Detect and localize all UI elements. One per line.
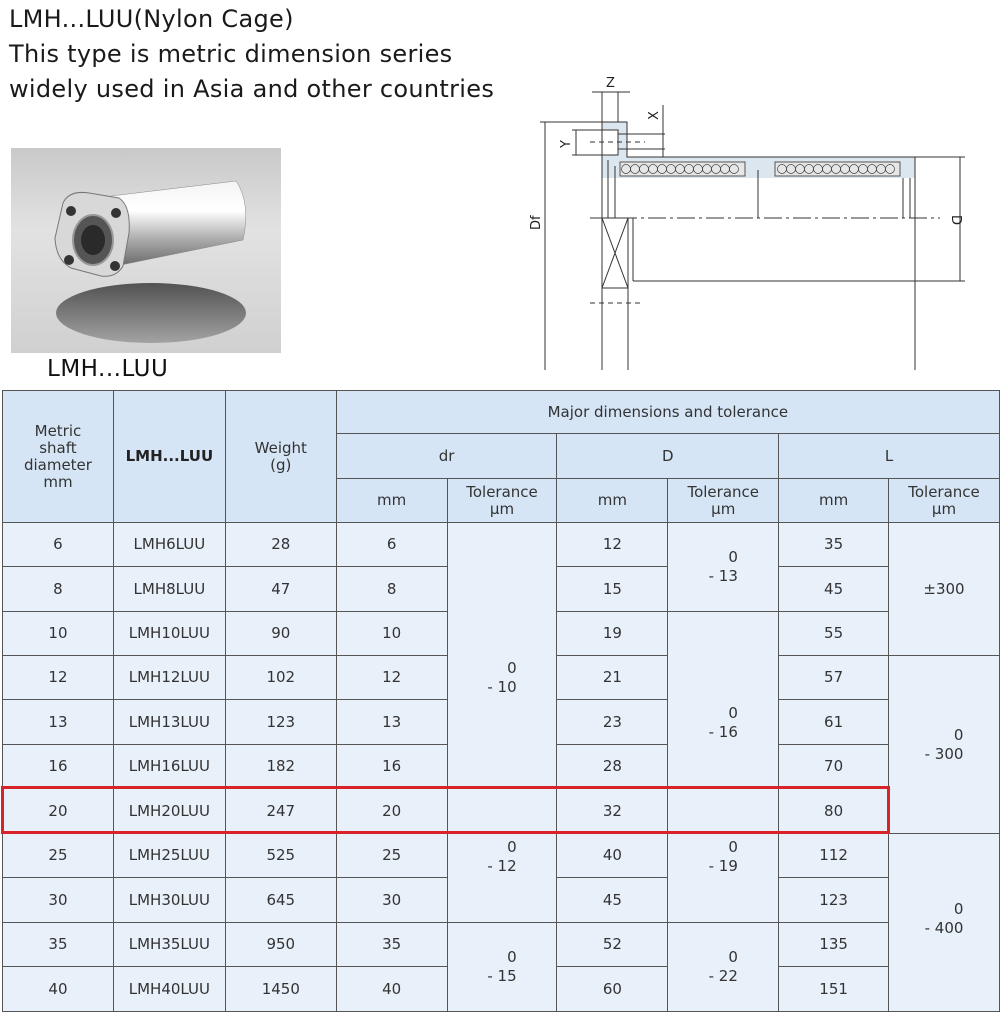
header-shaft-diameter: Metric shaft diameter mm [3, 391, 114, 523]
table-row: 8 LMH8LUU 47 8 15 45 [3, 567, 1000, 612]
header-weight: Weight (g) [225, 391, 336, 523]
table-row: 25 LMH25LUU 525 25 0 - 12 40 0 - 19 112 0 - 400 [3, 834, 1000, 878]
dim-label-y: Y [559, 140, 574, 148]
page-title [9, 2, 494, 107]
table-row-highlighted: 20 LMH20LUU 247 20 32 80 [3, 789, 1000, 834]
photo-caption: LMH...LUU [47, 356, 169, 382]
dim-label-z: Z [606, 76, 615, 91]
header-model: LMH...LUU [113, 391, 225, 523]
title-line-2: This type is metric dimension series [9, 40, 453, 68]
table-row: 12 LMH12LUU 102 12 21 57 0 - 300 [3, 656, 1000, 700]
table-row: 10 LMH10LUU 90 10 19 0 - 16 55 [3, 612, 1000, 656]
header-D-tolerance: Tolerance µm [668, 479, 779, 523]
header-D: D [557, 434, 779, 479]
header-dr: dr [336, 434, 557, 479]
product-photo [11, 148, 281, 353]
technical-drawing [520, 60, 1000, 370]
D-tolerance-cell: 0 - 13 [668, 523, 779, 612]
dr-tolerance-cell: 0 - 15 [447, 923, 557, 1012]
D-tolerance-cell: 0 - 16 [668, 612, 779, 834]
L-tolerance-cell: 0 - 300 [889, 656, 1000, 834]
table-row: 40 LMH40LUU 1450 40 60 151 [3, 967, 1000, 1012]
header-L-tolerance: Tolerance µm [889, 479, 1000, 523]
table-row: 6 LMH6LUU 28 6 0 - 10 12 0 - 13 35 ±300 [3, 523, 1000, 567]
dim-label-x: X [647, 111, 662, 120]
header-dr-mm: mm [336, 479, 447, 523]
title-line-3: widely used in Asia and other countries [9, 75, 495, 103]
dr-tolerance-cell: 0 - 12 [447, 834, 557, 923]
D-tolerance-cell: 0 - 19 [668, 834, 779, 923]
dim-label-d: D [948, 215, 963, 226]
title-line-1: LMH...LUU(Nylon Cage) [9, 5, 294, 33]
header-dr-tolerance: Tolerance µm [447, 479, 557, 523]
header-L-mm: mm [779, 479, 889, 523]
L-tolerance-cell: 0 - 400 [889, 834, 1000, 1012]
header-D-mm: mm [557, 479, 668, 523]
header-L: L [779, 434, 1000, 479]
table-row: 35 LMH35LUU 950 35 0 - 15 52 0 - 22 135 [3, 923, 1000, 967]
header-major-dimensions: Major dimensions and tolerance [336, 391, 999, 434]
dr-tolerance-cell: 0 - 10 [447, 523, 557, 834]
spec-table [2, 390, 1000, 1012]
dim-label-df: Df [529, 215, 544, 230]
table-row: 16 LMH16LUU 182 16 28 70 [3, 745, 1000, 789]
D-tolerance-cell: 0 - 22 [668, 923, 779, 1012]
table-row: 30 LMH30LUU 645 30 45 123 [3, 878, 1000, 923]
L-tolerance-cell: ±300 [889, 523, 1000, 656]
table-row: 13 LMH13LUU 123 13 23 61 [3, 700, 1000, 745]
